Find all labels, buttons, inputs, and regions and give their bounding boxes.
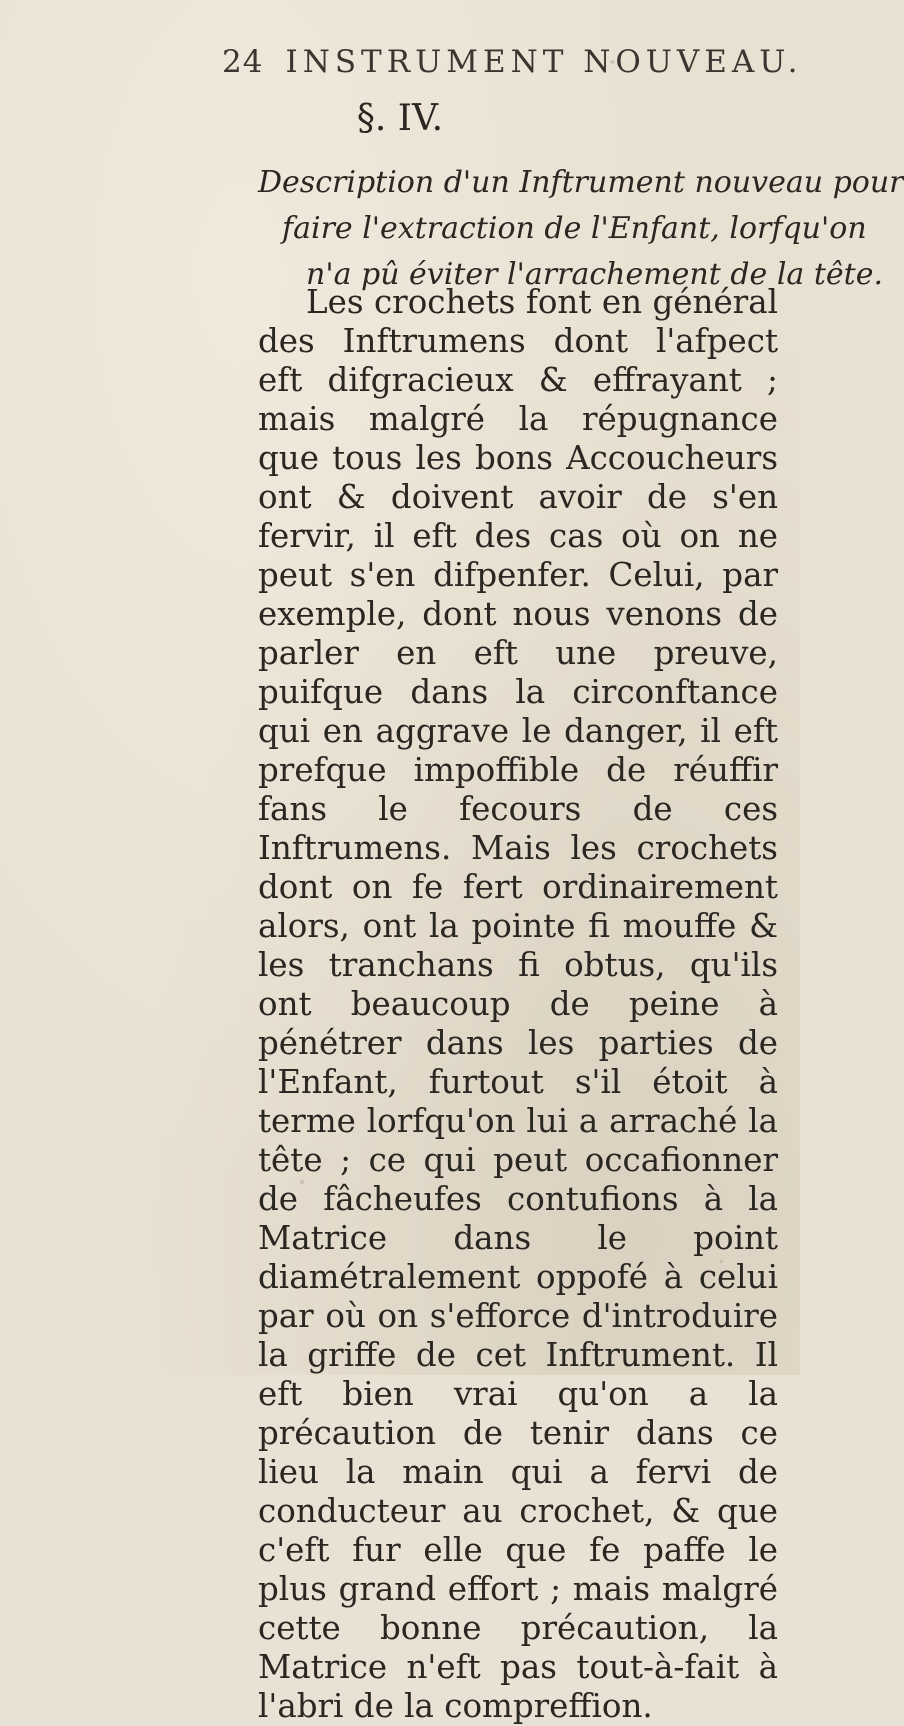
- paper-speck: [300, 1180, 304, 1184]
- running-header: [222, 44, 802, 80]
- chapter-title: [258, 160, 904, 298]
- running-title: INSTRUMENT NOUVEAU.: [285, 44, 803, 80]
- body-paragraph: Les crochets font en général des Inftrumens dont l'afpect eft difgracieux & effrayant ; mais malgré la répugnance que tous les bons Accoucheurs ont & doivent avoir de s'en fervir, il eft des cas où on ne peut s'en difpenfer. Celui, par exemple, dont nous venons de parler en eft une preuve, puifque dans la circonftance qui en aggrave le danger, il eft prefque impoffible de réuffir fans le fecours de ces Inftrumens. Mais les crochets dont on fe fert ordinairement alors, ont la pointe fi mouffe & les tranchans fi obtus, qu'ils ont beaucoup de peine à pénétrer dans les parties de l'Enfant, furtout s'il étoit à terme lorfqu'on lui a arraché la tête ; ce qui peut occafionner de fâcheufes contufions à la Matrice dans le point diamétralement oppofé à celui par où on s'efforce d'introduire la griffe de cet Inftrument. Il eft bien vrai qu'on a la précaution de tenir dans ce lieu la main qui a fervi de conducteur au crochet, & que c'eft fur elle que fe paffe le plus grand effort ; mais malgré cette bonne précaution, la Matrice n'eft pas tout-à-fait à l'abri de la compreffion.: [258, 283, 778, 1725]
- title-line: faire l'extraction de l'Enfant, lorfqu'on: [282, 211, 867, 246]
- page-number: 24: [222, 44, 264, 80]
- paper-speck: [720, 1260, 723, 1263]
- title-line: n'a pû éviter l'arrachement de la tête.: [306, 257, 883, 292]
- paper-speck: [610, 60, 615, 64]
- section-heading: §. IV.: [356, 98, 444, 139]
- title-line: Description d'un Inftrument nouveau pour: [258, 165, 904, 200]
